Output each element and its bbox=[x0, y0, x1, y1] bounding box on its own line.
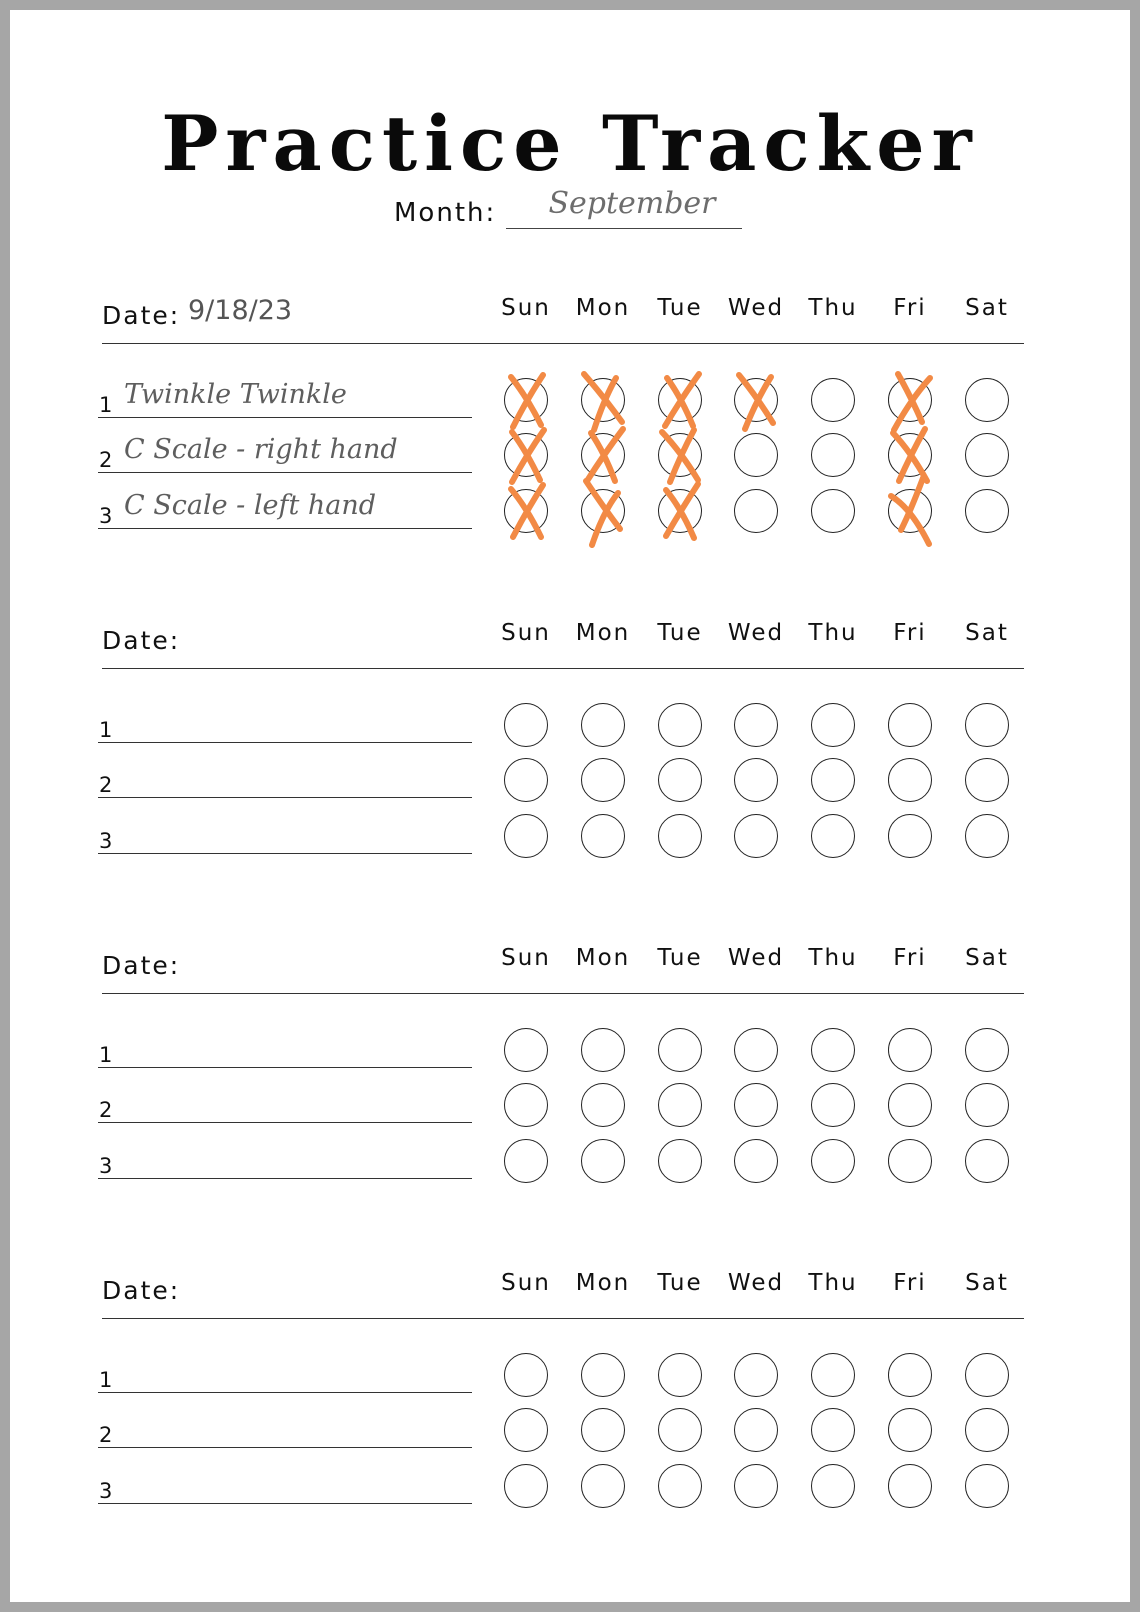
header-rule bbox=[102, 668, 1024, 669]
task-row bbox=[98, 751, 472, 801]
task-underline bbox=[98, 472, 472, 473]
day-checkbox-wed[interactable] bbox=[734, 1083, 778, 1127]
month-value[interactable]: September bbox=[548, 186, 716, 221]
page-title: Practice Tracker bbox=[161, 99, 979, 188]
day-checkbox-sat[interactable] bbox=[965, 1408, 1009, 1452]
day-checkbox-tue[interactable] bbox=[658, 1408, 702, 1452]
check-mark-icon bbox=[651, 369, 711, 431]
day-header-sat: Sat bbox=[965, 295, 1009, 321]
day-header-mon: Mon bbox=[575, 945, 631, 971]
day-checkbox-thu[interactable] bbox=[811, 1408, 855, 1452]
day-checkbox-wed[interactable] bbox=[734, 433, 778, 477]
day-checkbox-sat[interactable] bbox=[965, 489, 1009, 533]
day-checkbox-sat[interactable] bbox=[965, 1028, 1009, 1072]
day-header-wed: Wed bbox=[727, 1270, 785, 1296]
day-checkbox-sun[interactable] bbox=[504, 1464, 548, 1508]
day-checkbox-sat[interactable] bbox=[965, 814, 1009, 858]
day-checkbox-wed[interactable] bbox=[734, 1353, 778, 1397]
task-number: 2 bbox=[99, 1423, 113, 1447]
task-row bbox=[98, 1457, 472, 1507]
day-checkbox-thu[interactable] bbox=[811, 758, 855, 802]
task-number: 1 bbox=[99, 1368, 113, 1392]
day-checkbox-thu[interactable] bbox=[811, 814, 855, 858]
day-checkbox-tue[interactable] bbox=[658, 814, 702, 858]
day-checkbox-fri[interactable] bbox=[888, 758, 932, 802]
day-checkbox-sat[interactable] bbox=[965, 1353, 1009, 1397]
day-checkbox-tue[interactable] bbox=[658, 1464, 702, 1508]
header-rule bbox=[102, 1318, 1024, 1319]
day-checkbox-wed[interactable] bbox=[734, 703, 778, 747]
day-checkbox-tue[interactable] bbox=[658, 378, 702, 422]
task-row bbox=[98, 807, 472, 857]
task-number: 3 bbox=[99, 1154, 113, 1178]
check-mark-icon bbox=[881, 480, 941, 542]
day-checkbox-mon[interactable] bbox=[581, 703, 625, 747]
day-checkbox-tue[interactable] bbox=[658, 433, 702, 477]
check-mark-icon bbox=[881, 369, 941, 431]
tracker-section bbox=[10, 933, 1130, 1193]
day-checkbox-thu[interactable] bbox=[811, 1139, 855, 1183]
task-number: 2 bbox=[99, 448, 113, 472]
day-checkbox-wed[interactable] bbox=[734, 1139, 778, 1183]
day-checkbox-thu[interactable] bbox=[811, 1083, 855, 1127]
header-rule bbox=[102, 993, 1024, 994]
day-header-tue: Tue bbox=[657, 1270, 703, 1296]
day-checkbox-mon[interactable] bbox=[581, 378, 625, 422]
check-mark-icon bbox=[651, 480, 711, 542]
day-checkbox-thu[interactable] bbox=[811, 378, 855, 422]
task-name-field[interactable]: C Scale - right hand bbox=[124, 434, 398, 465]
day-header-sat: Sat bbox=[965, 1270, 1009, 1296]
task-row bbox=[98, 426, 472, 476]
day-checkbox-tue[interactable] bbox=[658, 703, 702, 747]
month-underline bbox=[506, 228, 742, 229]
day-checkbox-thu[interactable] bbox=[811, 703, 855, 747]
task-number: 1 bbox=[99, 1043, 113, 1067]
task-number: 3 bbox=[99, 829, 113, 853]
day-checkbox-fri[interactable] bbox=[888, 489, 932, 533]
task-underline bbox=[98, 1178, 472, 1179]
day-header-sat: Sat bbox=[965, 945, 1009, 971]
task-underline bbox=[98, 1447, 472, 1448]
day-header-tue: Tue bbox=[657, 295, 703, 321]
day-checkbox-sat[interactable] bbox=[965, 1139, 1009, 1183]
day-checkbox-wed[interactable] bbox=[734, 378, 778, 422]
day-header-wed: Wed bbox=[727, 945, 785, 971]
task-number: 1 bbox=[99, 393, 113, 417]
day-checkbox-fri[interactable] bbox=[888, 1083, 932, 1127]
task-underline bbox=[98, 1067, 472, 1068]
day-checkbox-fri[interactable] bbox=[888, 814, 932, 858]
task-underline bbox=[98, 1122, 472, 1123]
day-checkbox-mon[interactable] bbox=[581, 1083, 625, 1127]
day-checkbox-mon[interactable] bbox=[581, 1139, 625, 1183]
task-number: 2 bbox=[99, 773, 113, 797]
day-header-wed: Wed bbox=[727, 620, 785, 646]
check-mark-icon bbox=[497, 480, 557, 542]
day-checkbox-sun[interactable] bbox=[504, 1139, 548, 1183]
day-checkbox-mon[interactable] bbox=[581, 1408, 625, 1452]
day-checkbox-wed[interactable] bbox=[734, 758, 778, 802]
day-checkbox-mon[interactable] bbox=[581, 433, 625, 477]
check-mark-icon bbox=[497, 424, 557, 486]
day-header-mon: Mon bbox=[575, 295, 631, 321]
day-header-thu: Thu bbox=[808, 1270, 858, 1296]
date-label: Date: bbox=[102, 951, 181, 980]
task-underline bbox=[98, 1392, 472, 1393]
task-underline bbox=[98, 742, 472, 743]
day-checkbox-fri[interactable] bbox=[888, 378, 932, 422]
task-row bbox=[98, 482, 472, 532]
day-header-mon: Mon bbox=[575, 620, 631, 646]
tracker-section bbox=[10, 1258, 1130, 1518]
day-checkbox-sat[interactable] bbox=[965, 1083, 1009, 1127]
task-underline bbox=[98, 853, 472, 854]
day-checkbox-mon[interactable] bbox=[581, 814, 625, 858]
day-header-tue: Tue bbox=[657, 945, 703, 971]
day-checkbox-fri[interactable] bbox=[888, 1353, 932, 1397]
task-number: 2 bbox=[99, 1098, 113, 1122]
day-header-tue: Tue bbox=[657, 620, 703, 646]
day-checkbox-tue[interactable] bbox=[658, 1139, 702, 1183]
day-checkbox-sat[interactable] bbox=[965, 758, 1009, 802]
day-checkbox-mon[interactable] bbox=[581, 489, 625, 533]
day-header-thu: Thu bbox=[808, 945, 858, 971]
task-row bbox=[98, 1021, 472, 1071]
day-checkbox-fri[interactable] bbox=[888, 1139, 932, 1183]
task-underline bbox=[98, 1503, 472, 1504]
task-underline bbox=[98, 797, 472, 798]
day-checkbox-mon[interactable] bbox=[581, 1353, 625, 1397]
day-checkbox-sun[interactable] bbox=[504, 489, 548, 533]
check-mark-icon bbox=[497, 369, 557, 431]
day-header-fri: Fri bbox=[893, 1270, 927, 1296]
day-checkbox-fri[interactable] bbox=[888, 1408, 932, 1452]
day-checkbox-sun[interactable] bbox=[504, 1028, 548, 1072]
date-label: Date: bbox=[102, 1276, 181, 1305]
task-number: 1 bbox=[99, 718, 113, 742]
date-value[interactable]: 9/18/23 bbox=[188, 295, 293, 326]
day-checkbox-sat[interactable] bbox=[965, 703, 1009, 747]
month-row bbox=[394, 182, 754, 230]
task-row bbox=[98, 696, 472, 746]
day-checkbox-sun[interactable] bbox=[504, 1083, 548, 1127]
check-mark-icon bbox=[881, 424, 941, 486]
task-row bbox=[98, 1401, 472, 1451]
day-checkbox-tue[interactable] bbox=[658, 489, 702, 533]
day-checkbox-fri[interactable] bbox=[888, 703, 932, 747]
date-label: Date: bbox=[102, 301, 181, 330]
task-underline bbox=[98, 528, 472, 529]
task-row bbox=[98, 1132, 472, 1182]
day-header-sun: Sun bbox=[501, 620, 551, 646]
tracker-sheet bbox=[10, 10, 1130, 1602]
day-checkbox-tue[interactable] bbox=[658, 758, 702, 802]
task-row bbox=[98, 1076, 472, 1126]
day-header-sun: Sun bbox=[501, 945, 551, 971]
check-mark-icon bbox=[574, 424, 634, 486]
day-checkbox-fri[interactable] bbox=[888, 1028, 932, 1072]
day-checkbox-tue[interactable] bbox=[658, 1353, 702, 1397]
day-checkbox-mon[interactable] bbox=[581, 1464, 625, 1508]
day-checkbox-sun[interactable] bbox=[504, 1408, 548, 1452]
day-checkbox-thu[interactable] bbox=[811, 1353, 855, 1397]
day-header-fri: Fri bbox=[893, 620, 927, 646]
task-number: 3 bbox=[99, 504, 113, 528]
day-header-fri: Fri bbox=[893, 295, 927, 321]
header-rule bbox=[102, 343, 1024, 344]
day-header-fri: Fri bbox=[893, 945, 927, 971]
day-checkbox-sat[interactable] bbox=[965, 433, 1009, 477]
day-checkbox-sun[interactable] bbox=[504, 814, 548, 858]
day-checkbox-sun[interactable] bbox=[504, 758, 548, 802]
day-checkbox-thu[interactable] bbox=[811, 433, 855, 477]
day-checkbox-sat[interactable] bbox=[965, 378, 1009, 422]
day-checkbox-wed[interactable] bbox=[734, 1408, 778, 1452]
day-checkbox-thu[interactable] bbox=[811, 1028, 855, 1072]
day-checkbox-sun[interactable] bbox=[504, 703, 548, 747]
day-checkbox-wed[interactable] bbox=[734, 1028, 778, 1072]
day-checkbox-sat[interactable] bbox=[965, 1464, 1009, 1508]
day-checkbox-fri[interactable] bbox=[888, 433, 932, 477]
day-header-sun: Sun bbox=[501, 295, 551, 321]
day-header-mon: Mon bbox=[575, 1270, 631, 1296]
day-header-thu: Thu bbox=[808, 620, 858, 646]
check-mark-icon bbox=[651, 424, 711, 486]
date-label: Date: bbox=[102, 626, 181, 655]
day-checkbox-thu[interactable] bbox=[811, 489, 855, 533]
day-checkbox-sun[interactable] bbox=[504, 433, 548, 477]
task-underline bbox=[98, 417, 472, 418]
check-mark-icon bbox=[727, 369, 787, 431]
day-checkbox-sun[interactable] bbox=[504, 1353, 548, 1397]
day-checkbox-wed[interactable] bbox=[734, 814, 778, 858]
day-checkbox-thu[interactable] bbox=[811, 1464, 855, 1508]
day-checkbox-tue[interactable] bbox=[658, 1083, 702, 1127]
day-checkbox-mon[interactable] bbox=[581, 758, 625, 802]
task-row bbox=[98, 371, 472, 421]
check-mark-icon bbox=[574, 480, 634, 542]
month-label: Month: bbox=[394, 198, 497, 228]
tracker-section bbox=[10, 283, 1130, 543]
day-header-thu: Thu bbox=[808, 295, 858, 321]
day-checkbox-wed[interactable] bbox=[734, 489, 778, 533]
day-checkbox-mon[interactable] bbox=[581, 1028, 625, 1072]
day-checkbox-tue[interactable] bbox=[658, 1028, 702, 1072]
task-number: 3 bbox=[99, 1479, 113, 1503]
check-mark-icon bbox=[574, 369, 634, 431]
tracker-section bbox=[10, 608, 1130, 868]
day-header-sat: Sat bbox=[965, 620, 1009, 646]
day-header-sun: Sun bbox=[501, 1270, 551, 1296]
day-checkbox-fri[interactable] bbox=[888, 1464, 932, 1508]
day-checkbox-wed[interactable] bbox=[734, 1464, 778, 1508]
task-row bbox=[98, 1346, 472, 1396]
day-header-wed: Wed bbox=[727, 295, 785, 321]
task-name-field[interactable]: C Scale - left hand bbox=[124, 490, 377, 521]
day-checkbox-sun[interactable] bbox=[504, 378, 548, 422]
task-name-field[interactable]: Twinkle Twinkle bbox=[124, 379, 347, 410]
